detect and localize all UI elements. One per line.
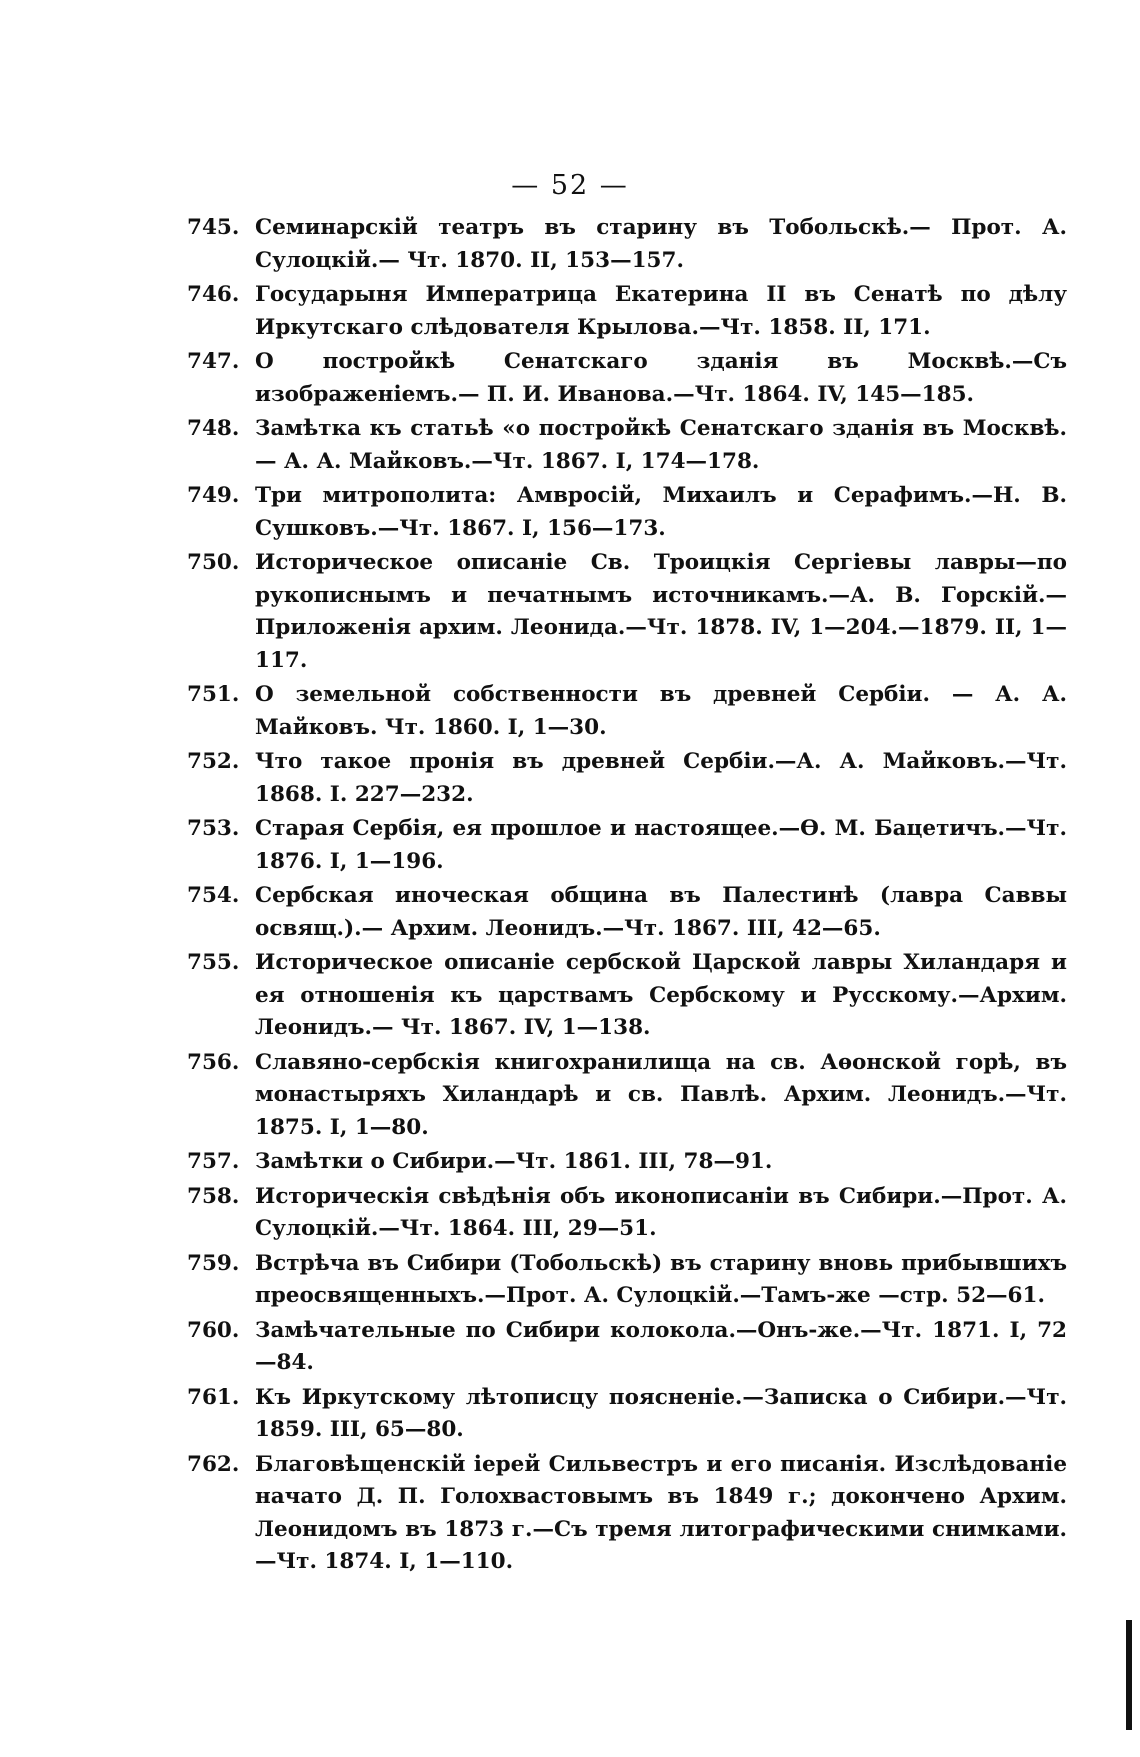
entry-number: 746. [187,282,240,307]
entry-text: Семинарскій театръ въ старину въ Тобольскѣ.— Прот. А. Сулоцкій.— Чт. 1870. II, 153—157. [255,215,1067,273]
entry-number: 753. [187,816,240,841]
entry-text: Замѣчательные по Сибири колокола.—Онъ-же.—Чт. 1871. I, 72—84. [255,1317,1067,1375]
bibliography-entry-757 [187,1146,1067,1179]
entry-text: Къ Иркутскому лѣтописцу поясненіе.—Записка о Сибири.—Чт. 1859. III, 65—80. [255,1384,1067,1442]
bibliography-entry-754 [187,880,1067,945]
page-edge-mark [1126,1620,1132,1730]
entry-number: 748. [187,416,240,441]
bibliography-entry-760 [187,1315,1067,1380]
entry-text: Историческое описаніе Св. Троицкія Сергіевы лавры—по рукописнымъ и печатнымъ источникамъ.—А. В. Горскій.—Приложенія архим. Леонида.—Чт. 1878. IV, 1—204.—1879. II, 1—117. [255,550,1067,673]
entry-text: Встрѣча въ Сибири (Тобольскѣ) въ старину вновь прибывшихъ преосвященныхъ.—Прот. А. Сулоцкій.—Тамъ-же —стр. 52—61. [255,1250,1067,1308]
entry-number: 747. [187,349,240,374]
entry-text: Сербская иноческая община въ Палестинѣ (лавра Саввы освящ.).— Архим. Леонидъ.—Чт. 1867. III, 42—65. [255,883,1067,941]
bibliography-entry-750 [187,547,1067,677]
entry-number: 751. [187,682,240,707]
entry-text: Три митрополита: Амвросій, Михаилъ и Серафимъ.—Н. В. Сушковъ.—Чт. 1867. I, 156—173. [255,483,1067,541]
bibliography-entry-751 [187,679,1067,744]
bibliography-entry-758 [187,1181,1067,1246]
bibliography-entry-762 [187,1449,1067,1579]
entry-number: 759. [187,1250,240,1276]
entry-number: 749. [187,483,240,508]
bibliography-entry-755 [187,947,1067,1045]
entry-text: Благовѣщенскій іерей Сильвестръ и его писанія. Изслѣдованіе начато Д. П. Голохвастовымъ въ 1849 г.; докончено Архим. Леонидомъ въ 1873 г.—Съ тремя литографическими снимками.—Чт. 1874. I, 1—110. [255,1451,1067,1574]
entry-number: 745. [187,215,240,240]
entry-number: 761. [187,1384,240,1410]
entry-text: Историческое описаніе сербской Царской лавры Хиландаря и ея отношенія къ царствамъ Сербскому и Русскому.—Архим. Леонидъ.— Чт. 1867. IV, 1—138. [255,950,1067,1040]
bibliography-entry-746 [187,279,1067,344]
bibliography-entry-745 [187,212,1067,277]
entry-number: 757. [187,1149,240,1174]
entry-text: О постройкѣ Сенатскаго зданія въ Москвѣ.—Съ изображеніемъ.— П. И. Иванова.—Чт. 1864. IV, 145—185. [255,349,1067,407]
entry-text: Историческія свѣдѣнія объ иконописаніи въ Сибири.—Прот. А. Сулоцкій.—Чт. 1864. III, 29—51. [255,1183,1067,1241]
entry-text: Замѣтки о Сибири.—Чт. 1861. III, 78—91. [255,1149,773,1174]
entry-number: 750. [187,550,240,575]
entry-number: 762. [187,1451,240,1477]
entry-number: 760. [187,1317,240,1343]
bibliography-entry-759 [187,1248,1067,1313]
bibliography-entry-752 [187,746,1067,811]
entry-text: Старая Сербія, ея прошлое и настоящее.—Ѳ. М. Бацетичъ.—Чт. 1876. I, 1—196. [255,816,1067,874]
bibliography-entry-756 [187,1047,1067,1145]
bibliography-entry-747 [187,346,1067,411]
entry-number: 758. [187,1183,240,1209]
bibliography-entry-748 [187,413,1067,478]
entry-number: 756. [187,1049,240,1075]
bibliography-entry-761 [187,1382,1067,1447]
bibliography-entry-753 [187,813,1067,878]
entry-number: 755. [187,950,240,975]
entry-number: 752. [187,749,240,774]
page-number: — 52 — [511,170,629,201]
entry-number: 754. [187,883,240,908]
bibliography-list [187,212,1067,1581]
entry-text: Славяно-сербскія книгохранилища на св. Аѳонской горѣ, въ монастыряхъ Хиландарѣ и св. Павлѣ. Архим. Леонидъ.—Чт. 1875. I, 1—80. [255,1049,1067,1140]
entry-text: Замѣтка къ статьѣ «о постройкѣ Сенатскаго зданія въ Москвѣ.— А. А. Майковъ.—Чт. 1867. I, 174—178. [255,416,1067,474]
entry-text: Что такое пронія въ древней Сербіи.—А. А. Майковъ.—Чт. 1868. I. 227—232. [255,749,1067,807]
entry-text: Государыня Императрица Екатерина II въ Сенатѣ по дѣлу Иркутскаго слѣдователя Крылова.—Чт. 1858. II, 171. [255,282,1067,340]
bibliography-entry-749 [187,480,1067,545]
entry-text: О земельной собственности въ древней Сербіи. — А. А. Майковъ. Чт. 1860. I, 1—30. [255,682,1067,740]
